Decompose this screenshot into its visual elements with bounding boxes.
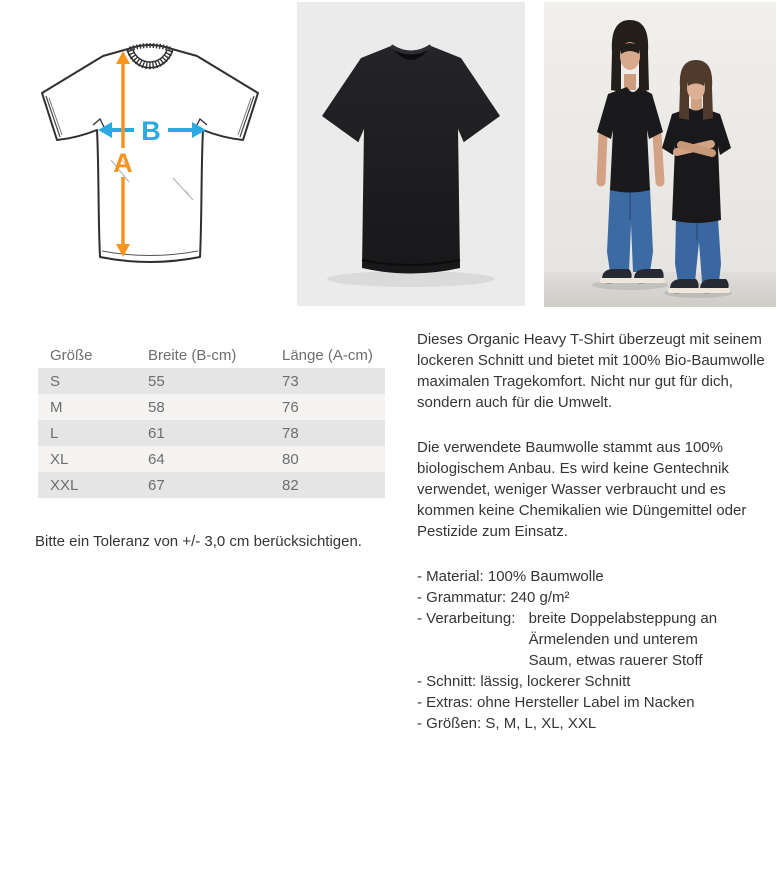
spec-verarbeitung-line-1: breite Doppelabsteppung an: [528, 610, 718, 627]
spec-verarbeitung-label: - Verarbeitung:: [417, 610, 520, 627]
table-row-l: [38, 420, 385, 446]
breite-cell: 55: [148, 372, 165, 390]
woman-right-sole: [698, 288, 730, 293]
column-header-breite: Breite (B-cm): [148, 346, 237, 364]
spec-schnitt: - Schnitt: lässig, lockerer Schnitt: [417, 673, 631, 690]
size-cell: XL: [50, 450, 69, 468]
size-cell: S: [50, 372, 61, 390]
measure-label-b: B: [141, 116, 161, 146]
column-header-laenge: Länge (A-cm): [282, 346, 373, 364]
spec-list: [417, 566, 773, 734]
man-left-arm: [601, 134, 603, 182]
measure-label-a: A: [113, 148, 133, 178]
models-photo-svg: [544, 2, 776, 307]
breite-cell: 58: [148, 398, 165, 416]
description-paragraph-1: Dieses Organic Heavy T-Shirt überzeugt mit seinem lockeren Schnitt und bietet mit 100% Bio-Baumwolle maximalen Tragekomfort. Nicht nur gut für dich, sondern auch für die Umwelt.: [417, 331, 765, 411]
tshirt-outline: [42, 45, 258, 262]
man-right-sole: [632, 278, 665, 283]
size-cell: XXL: [50, 476, 79, 494]
table-row-m: [38, 394, 385, 420]
product-photo-black-tshirt: [297, 2, 525, 306]
product-photo-svg: [297, 2, 525, 306]
tshirt-measurement-diagram: [15, 10, 285, 300]
breite-cell: 61: [148, 424, 165, 442]
spec-material: - Material: 100% Baumwolle: [417, 568, 604, 585]
table-row-xl: [38, 446, 385, 472]
spec-groessen: - Größen: S, M, L, XL, XXL: [417, 715, 597, 732]
tolerance-note: Bitte ein Toleranz von +/- 3,0 cm berücksichtigen.: [35, 533, 362, 550]
table-row-s: [38, 368, 385, 394]
laenge-cell: 76: [282, 398, 299, 416]
spec-grammatur: - Grammatur: 240 g/m²: [417, 589, 570, 606]
size-cell: M: [50, 398, 63, 416]
spec-verarbeitung-value: [529, 608, 717, 671]
size-table: [38, 342, 385, 498]
models-photo-two-people: [544, 2, 776, 307]
laenge-cell: 80: [282, 450, 299, 468]
spec-verarbeitung: [417, 608, 773, 671]
size-table-header-row: [38, 342, 385, 368]
product-description: [417, 329, 773, 734]
size-table-container: [38, 342, 385, 498]
column-header-groesse: Größe: [50, 346, 93, 364]
laenge-cell: 78: [282, 424, 299, 442]
breite-cell: 67: [148, 476, 165, 494]
spec-extras: - Extras: ohne Hersteller Label im Nacken: [417, 694, 695, 711]
spec-verarbeitung-line-3: Saum, etwas rauerer Stoff: [528, 652, 703, 669]
measurement-diagram-svg: [15, 10, 285, 300]
breite-cell: 64: [148, 450, 165, 468]
table-row-xxl: [38, 472, 385, 498]
laenge-cell: 82: [282, 476, 299, 494]
woman-left-sole: [668, 288, 700, 293]
man-left-sole: [600, 278, 633, 283]
spec-verarbeitung-line-2: Ärmelenden und unterem: [528, 631, 698, 648]
description-paragraph-2: Die verwendete Baumwolle stammt aus 100% biologischem Anbau. Es wird keine Gentechnik verwendet, weniger Wasser verbraucht und es kommen keine Chemikalien wie Düngemittel oder Pestizide zum Einsatz.: [417, 439, 747, 540]
size-cell: L: [50, 424, 59, 442]
man-right-arm: [657, 134, 660, 182]
laenge-cell: 73: [282, 372, 299, 390]
